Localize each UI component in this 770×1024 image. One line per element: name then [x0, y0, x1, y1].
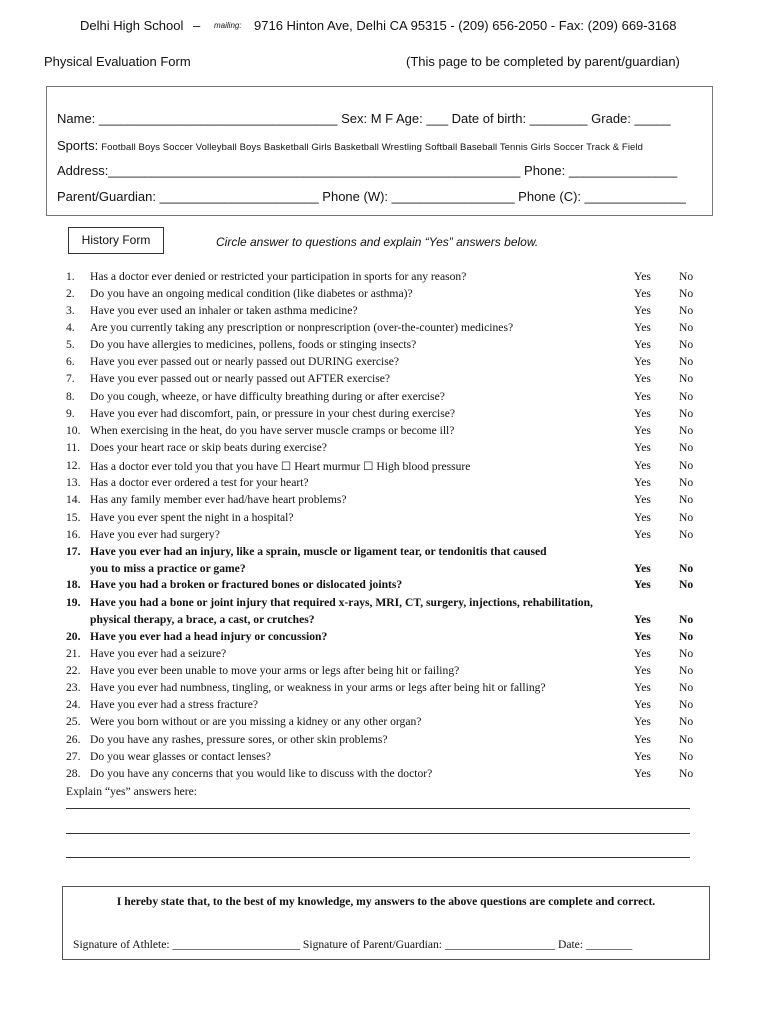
answer-no[interactable]: No — [679, 407, 694, 420]
answer-yes[interactable]: Yes — [634, 476, 651, 489]
answer-yes[interactable]: Yes — [634, 630, 651, 643]
answer-no[interactable]: No — [679, 511, 694, 524]
question-number: 3. — [66, 304, 75, 317]
answer-no[interactable]: No — [679, 733, 694, 746]
question-row — [0, 733, 770, 750]
question-number: 10. — [66, 424, 81, 437]
answer-yes[interactable]: Yes — [634, 562, 651, 575]
question-text: Have you ever passed out or nearly passed out AFTER exercise? — [90, 372, 391, 385]
question-text: Does your heart race or skip beats during exercise? — [90, 441, 327, 454]
answer-no[interactable]: No — [679, 270, 694, 283]
answer-no[interactable]: No — [679, 698, 694, 711]
question-number: 19. — [66, 596, 81, 609]
form-note: (This page to be completed by parent/guardian) — [406, 54, 680, 69]
explain-label: Explain “yes” answers here: — [66, 785, 198, 798]
question-number: 17. — [66, 545, 81, 558]
question-row — [0, 511, 770, 528]
instructions-text: Circle answer to questions and explain “Yes” answers below. — [216, 235, 539, 249]
answer-yes[interactable]: Yes — [634, 355, 651, 368]
answer-no[interactable]: No — [679, 767, 694, 780]
question-text: Have you ever had a head injury or concussion? — [90, 630, 328, 643]
question-text: Have you ever had discomfort, pain, or pressure in your chest during exercise? — [90, 407, 456, 420]
question-text: Do you have any concerns that you would like to discuss with the doctor? — [90, 767, 433, 780]
question-text: Are you currently taking any prescription or nonprescription (over-the-counter) medicines? — [90, 321, 514, 334]
guardian-phones-line[interactable]: Parent/Guardian: ______________________ Phone (W): _________________ Phone (C): ______________ — [57, 189, 686, 204]
signature-line[interactable]: Signature of Athlete: ______________________ Signature of Parent/Guardian: ___________________ Date: ________ — [73, 938, 633, 951]
form-title: Physical Evaluation Form — [44, 54, 191, 69]
answer-no[interactable]: No — [679, 578, 694, 591]
question-number: 4. — [66, 321, 75, 334]
answer-no[interactable]: No — [679, 390, 694, 403]
question-text: Do you have allergies to medicines, pollens, foods or stinging insects? — [90, 338, 417, 351]
answer-no[interactable]: No — [679, 338, 694, 351]
question-row — [0, 630, 770, 647]
name-sex-age-dob-grade-line[interactable]: Name: _________________________________ Sex: M F Age: ___ Date of birth: ________ Grade: _____ — [57, 111, 671, 126]
answer-yes[interactable]: Yes — [634, 424, 651, 437]
answer-yes[interactable]: Yes — [634, 528, 651, 541]
answer-no[interactable]: No — [679, 424, 694, 437]
question-row — [0, 681, 770, 698]
signature-box — [62, 886, 710, 960]
answer-yes[interactable]: Yes — [634, 270, 651, 283]
answer-no[interactable]: No — [679, 681, 694, 694]
answer-no[interactable]: No — [679, 528, 694, 541]
answer-yes[interactable]: Yes — [634, 647, 651, 660]
question-text: physical therapy, a brace, a cast, or crutches? — [90, 613, 315, 626]
question-number: 13. — [66, 476, 81, 489]
answer-yes[interactable]: Yes — [634, 287, 651, 300]
question-number: 24. — [66, 698, 81, 711]
answer-no[interactable]: No — [679, 715, 694, 728]
mailing-label: mailing: — [214, 21, 242, 30]
answer-no[interactable]: No — [679, 562, 694, 575]
question-row — [0, 596, 770, 613]
answer-no[interactable]: No — [679, 613, 694, 626]
question-text: Have you ever been unable to move your arms or legs after being hit or failing? — [90, 664, 460, 677]
answer-no[interactable]: No — [679, 476, 694, 489]
sports-line[interactable] — [57, 138, 643, 153]
question-row — [0, 647, 770, 664]
question-number: 14. — [66, 493, 81, 506]
sports-label: Sports: — [57, 138, 99, 153]
question-row — [0, 287, 770, 304]
explain-answer-line[interactable] — [66, 857, 690, 858]
athlete-info-box — [46, 86, 713, 216]
question-row — [0, 767, 770, 784]
question-row — [0, 715, 770, 732]
question-text: Have you had a broken or fractured bones or dislocated joints? — [90, 578, 403, 591]
answer-yes[interactable]: Yes — [634, 304, 651, 317]
answer-yes[interactable]: Yes — [634, 493, 651, 506]
question-text: Have you ever had surgery? — [90, 528, 220, 541]
answer-no[interactable]: No — [679, 493, 694, 506]
question-text: Has a doctor ever told you that you have ☐ Heart murmur ☐ High blood pressure — [90, 460, 471, 473]
question-row — [0, 562, 770, 579]
explain-answer-line[interactable] — [66, 833, 690, 834]
question-text: When exercising in the heat, do you have server muscle cramps or become ill? — [90, 424, 455, 437]
question-text: Have you ever spent the night in a hospital? — [90, 511, 294, 524]
history-form-label: History Form — [68, 227, 164, 254]
answer-yes[interactable]: Yes — [634, 578, 651, 591]
question-row — [0, 424, 770, 441]
question-number: 26. — [66, 733, 81, 746]
question-text: Have you ever had a stress fracture? — [90, 698, 259, 711]
question-text: Were you born without or are you missing a kidney or any other organ? — [90, 715, 422, 728]
address-phone-line[interactable]: Address:_________________________________________________________ Phone: _______________ — [57, 163, 678, 178]
question-row — [0, 664, 770, 681]
question-row — [0, 338, 770, 355]
answer-yes[interactable]: Yes — [634, 407, 651, 420]
question-number: 25. — [66, 715, 81, 728]
question-text: Do you wear glasses or contact lenses? — [90, 750, 271, 763]
answer-yes[interactable]: Yes — [634, 698, 651, 711]
question-number: 8. — [66, 390, 75, 403]
question-row — [0, 304, 770, 321]
answer-no[interactable]: No — [679, 459, 694, 472]
answer-yes[interactable]: Yes — [634, 733, 651, 746]
question-number: 28. — [66, 767, 81, 780]
answer-no[interactable]: No — [679, 441, 694, 454]
question-number: 2. — [66, 287, 75, 300]
answer-yes[interactable]: Yes — [634, 321, 651, 334]
question-number: 9. — [66, 407, 75, 420]
answer-yes[interactable]: Yes — [634, 441, 651, 454]
answer-no[interactable]: No — [679, 630, 694, 643]
answer-yes[interactable]: Yes — [634, 459, 651, 472]
question-row — [0, 493, 770, 510]
certification-statement: I hereby state that, to the best of my knowledge, my answers to the above questions are complete and correct. — [116, 895, 656, 908]
answer-yes[interactable]: Yes — [634, 681, 651, 694]
question-row — [0, 698, 770, 715]
question-text: Have you ever passed out or nearly passed out DURING exercise? — [90, 355, 400, 368]
question-row — [0, 613, 770, 630]
school-name: Delhi High School — [80, 18, 184, 33]
question-text: Has a doctor ever ordered a test for your heart? — [90, 476, 309, 489]
question-row — [0, 355, 770, 372]
question-row — [0, 390, 770, 407]
answer-no[interactable]: No — [679, 372, 694, 385]
question-text: you to miss a practice or game? — [90, 562, 246, 575]
question-row — [0, 270, 770, 287]
question-row — [0, 441, 770, 458]
question-row — [0, 372, 770, 389]
question-text: Has any family member ever had/have heart problems? — [90, 493, 347, 506]
question-number: 12. — [66, 459, 81, 472]
question-number: 23. — [66, 681, 81, 694]
question-row — [0, 321, 770, 338]
answer-no[interactable]: No — [679, 750, 694, 763]
question-row — [0, 407, 770, 424]
answer-yes[interactable]: Yes — [634, 511, 651, 524]
answer-no[interactable]: No — [679, 647, 694, 660]
question-number: 20. — [66, 630, 81, 643]
answer-yes[interactable]: Yes — [634, 372, 651, 385]
answer-no[interactable]: No — [679, 287, 694, 300]
question-row — [0, 545, 770, 562]
answer-yes[interactable]: Yes — [634, 338, 651, 351]
explain-answer-line[interactable] — [66, 808, 690, 809]
answer-yes[interactable]: Yes — [634, 767, 651, 780]
question-number: 16. — [66, 528, 81, 541]
question-text: Do you have any rashes, pressure sores, or other skin problems? — [90, 733, 388, 746]
question-number: 22. — [66, 664, 81, 677]
question-text: Do you cough, wheeze, or have difficulty breathing during or after exercise? — [90, 390, 445, 403]
question-row — [0, 459, 770, 476]
question-number: 21. — [66, 647, 81, 660]
question-row — [0, 476, 770, 493]
answer-yes[interactable]: Yes — [634, 613, 651, 626]
question-text: Have you ever had numbness, tingling, or weakness in your arms or legs after being hit or falling? — [90, 681, 546, 694]
question-text: Have you had a bone or joint injury that required x-rays, MRI, CT, surgery, injections, rehabilitation, — [90, 596, 593, 609]
question-number: 18. — [66, 578, 81, 591]
question-number: 15. — [66, 511, 81, 524]
question-number: 11. — [66, 441, 81, 454]
answer-no[interactable]: No — [679, 321, 694, 334]
answer-yes[interactable]: Yes — [634, 390, 651, 403]
answer-no[interactable]: No — [679, 304, 694, 317]
question-text: Have you ever used an inhaler or taken asthma medicine? — [90, 304, 358, 317]
answer-yes[interactable]: Yes — [634, 715, 651, 728]
question-row — [0, 528, 770, 545]
answer-no[interactable]: No — [679, 355, 694, 368]
answer-yes[interactable]: Yes — [634, 664, 651, 677]
school-contact-info: 9716 Hinton Ave, Delhi CA 95315 - (209) 656-2050 - Fax: (209) 669-3168 — [254, 18, 677, 33]
sports-options[interactable]: Football Boys Soccer Volleyball Boys Basketball Girls Basketball Wrestling Softball Baseball Tennis Girls Soccer Track & Field — [101, 142, 644, 153]
question-text: Have you ever had a seizure? — [90, 647, 227, 660]
question-text: Have you ever had an injury, like a sprain, muscle or ligament tear, or tendonitis that caused — [90, 545, 547, 558]
question-number: 7. — [66, 372, 75, 385]
question-number: 27. — [66, 750, 81, 763]
answer-yes[interactable]: Yes — [634, 750, 651, 763]
question-text: Do you have an ongoing medical condition (like diabetes or asthma)? — [90, 287, 413, 300]
answer-no[interactable]: No — [679, 664, 694, 677]
question-number: 6. — [66, 355, 75, 368]
question-number: 1. — [66, 270, 75, 283]
header-dash: – — [193, 18, 201, 33]
question-text: Has a doctor ever denied or restricted your participation in sports for any reason? — [90, 270, 467, 283]
question-row — [0, 750, 770, 767]
question-number: 5. — [66, 338, 75, 351]
question-row — [0, 578, 770, 595]
